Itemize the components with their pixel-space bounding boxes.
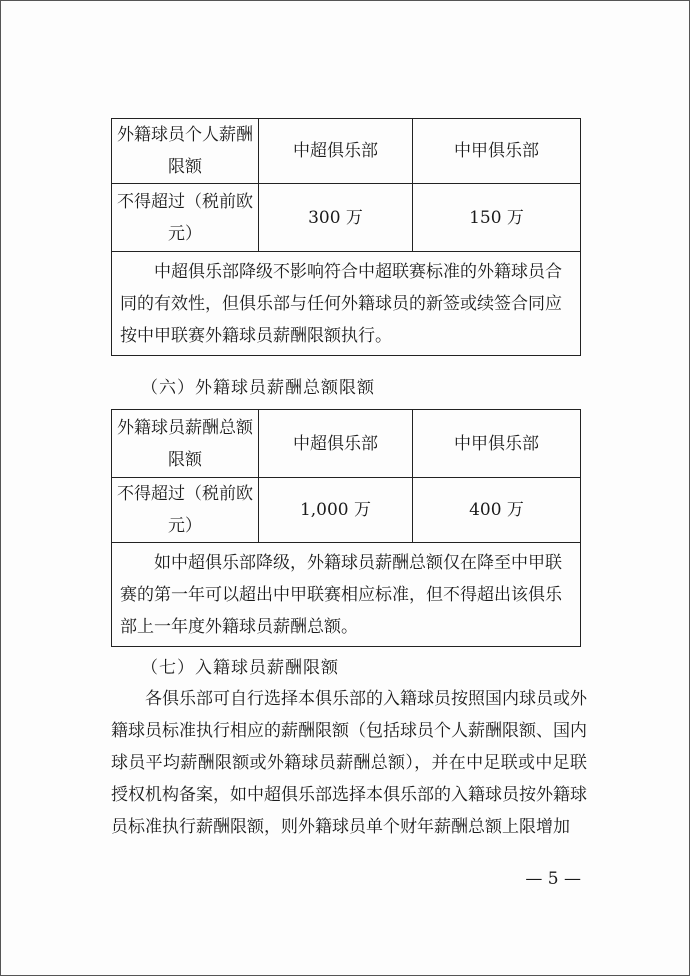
individual-salary-table bbox=[111, 118, 581, 356]
table-note: 如中超俱乐部降级，外籍球员薪酬总额仅在降至中甲联赛的第一年可以超出中甲联赛相应标准，但不得超出该俱乐部上一年度外籍球员薪酬总额。 bbox=[112, 543, 581, 647]
table-note-row bbox=[112, 252, 581, 356]
table-header-csl: 中超俱乐部 bbox=[259, 119, 413, 184]
row-label: 不得超过（税前欧元） bbox=[112, 478, 259, 543]
section-seven-paragraph: 各俱乐部可自行选择本俱乐部的入籍球员按照国内球员或外籍球员标准执行相应的薪酬限额（包括球员个人薪酬限额、国内球员平均薪酬限额或外籍球员薪酬总额），并在中足联或中足联授权机构备案，如中超俱乐部选择本俱乐部的入籍球员按外籍球员标准执行薪酬限额，则外籍球员单个财年薪酬总额上限增加 bbox=[111, 689, 587, 837]
table-header-csl: 中超俱乐部 bbox=[259, 410, 413, 478]
table-header-label: 外籍球员薪酬总额限额 bbox=[112, 410, 259, 478]
row-label: 不得超过（税前欧元） bbox=[112, 184, 259, 252]
csl-value: 300 万 bbox=[259, 184, 413, 252]
table-header-row bbox=[112, 119, 581, 184]
table-note-row bbox=[112, 543, 581, 647]
table-header-league-one: 中甲俱乐部 bbox=[413, 410, 581, 478]
table-header-league-one: 中甲俱乐部 bbox=[413, 119, 581, 184]
csl-value: 1,000 万 bbox=[259, 478, 413, 543]
table-row bbox=[112, 184, 581, 252]
total-salary-table bbox=[111, 409, 581, 647]
page-number: — 5 — bbox=[525, 869, 581, 889]
league-one-value: 400 万 bbox=[413, 478, 581, 543]
table-header-row bbox=[112, 410, 581, 478]
table-note: 中超俱乐部降级不影响符合中超联赛标准的外籍球员合同的有效性，但俱乐部与任何外籍球员的新签或续签合同应按中甲联赛外籍球员薪酬限额执行。 bbox=[112, 252, 581, 356]
table-header-label: 外籍球员个人薪酬限额 bbox=[112, 119, 259, 184]
section-seven-heading: （七）入籍球员薪酬限额 bbox=[141, 658, 339, 678]
section-six-heading: （六）外籍球员薪酬总额限额 bbox=[141, 378, 375, 398]
table-row bbox=[112, 478, 581, 543]
league-one-value: 150 万 bbox=[413, 184, 581, 252]
